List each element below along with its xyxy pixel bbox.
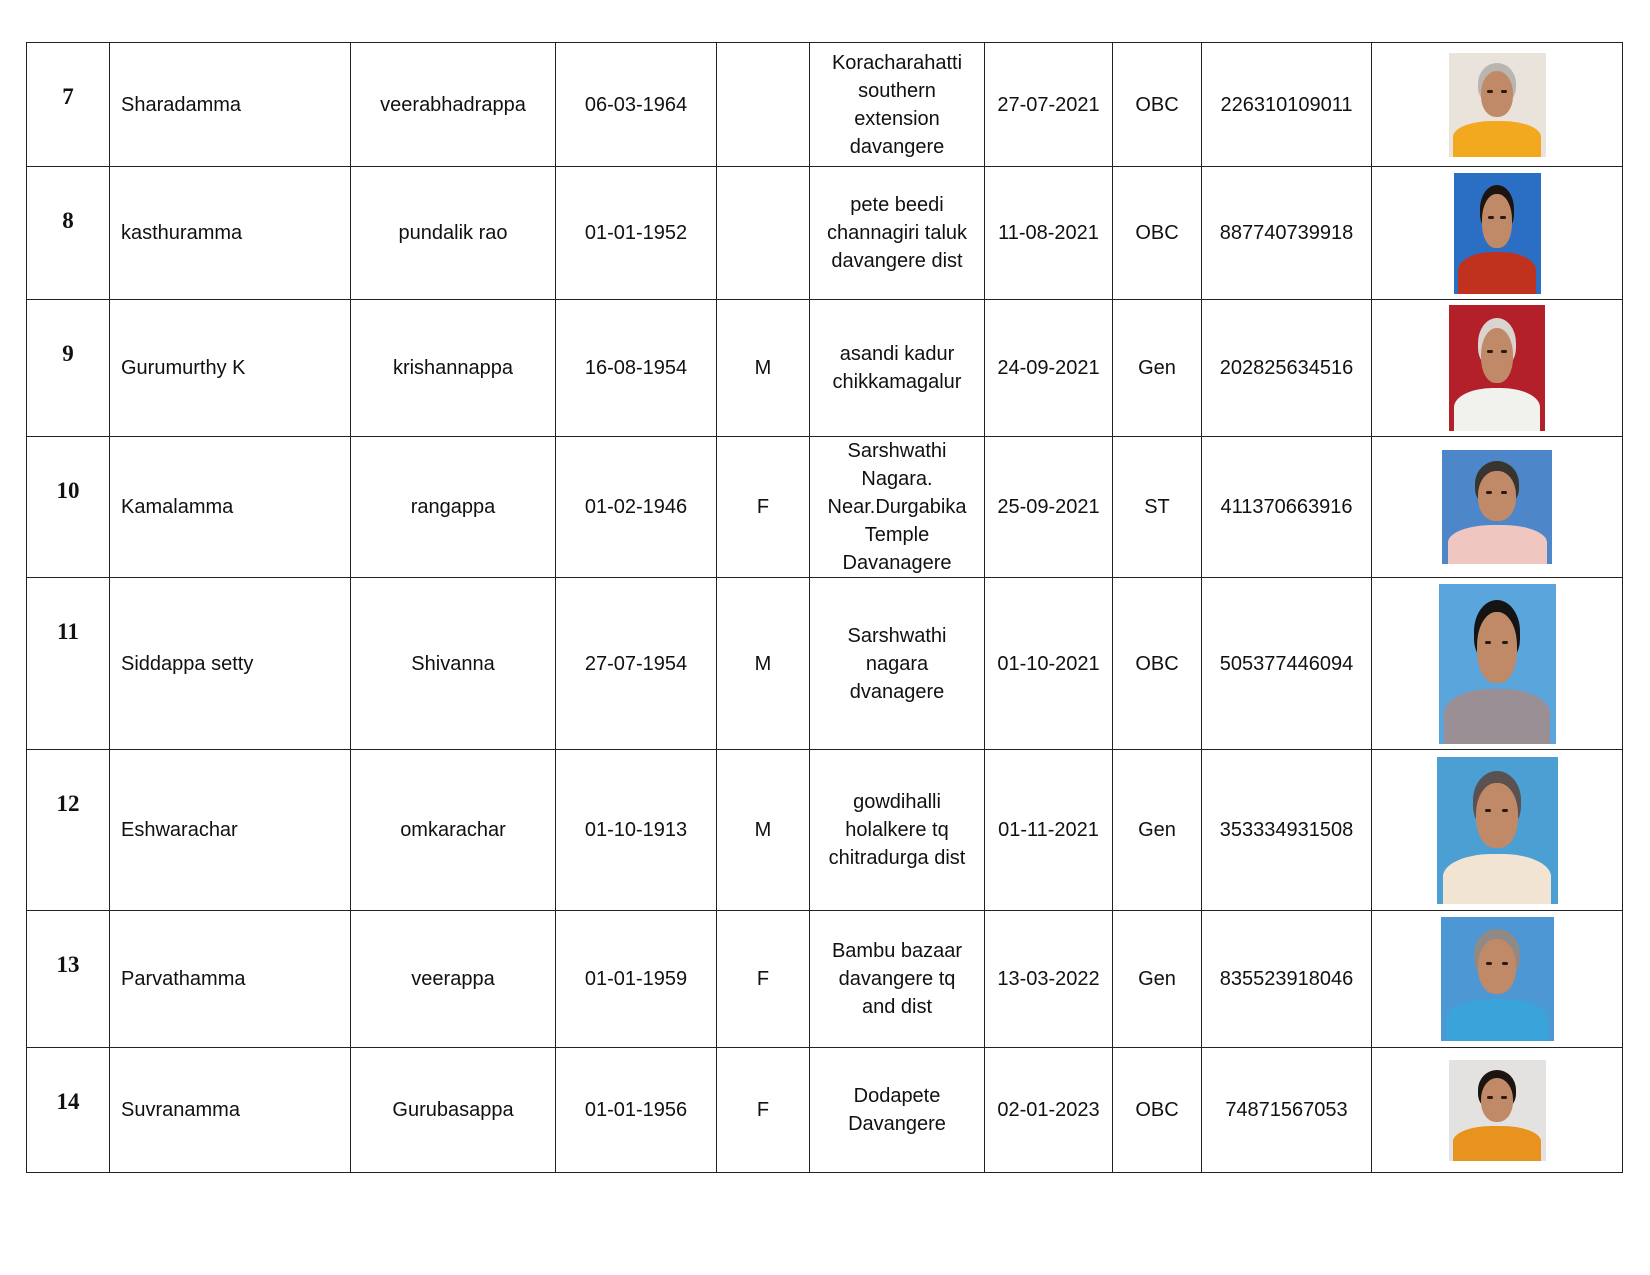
address-line: Bambu bazaar bbox=[831, 940, 963, 962]
gender-cell: F bbox=[717, 911, 810, 1048]
portrait-man-white-shirt bbox=[1449, 305, 1545, 431]
gender-cell: M bbox=[717, 750, 810, 911]
gender-cell bbox=[717, 167, 810, 300]
name-cell: Eshwarachar bbox=[110, 750, 351, 911]
name-cell: Parvathamma bbox=[110, 911, 351, 1048]
address-cell bbox=[810, 437, 985, 578]
id-number-cell: 226310109011 bbox=[1202, 43, 1372, 167]
address-cell bbox=[810, 167, 985, 300]
photo-cell bbox=[1372, 1048, 1623, 1173]
portrait-woman-orange-saree bbox=[1449, 1060, 1546, 1161]
portrait-man-cap bbox=[1437, 757, 1558, 904]
address-line: chikkamagalur bbox=[832, 371, 962, 393]
gender-cell: F bbox=[717, 437, 810, 578]
portrait-woman-pink-saree bbox=[1442, 450, 1552, 564]
address-line: davangere tq bbox=[838, 968, 956, 990]
table-row bbox=[27, 300, 1623, 437]
table-row bbox=[27, 750, 1623, 911]
address-line: chitradurga dist bbox=[828, 847, 966, 869]
address-line: davangere dist bbox=[831, 250, 963, 272]
address-cell bbox=[810, 300, 985, 437]
father-name-cell: Gurubasappa bbox=[351, 1048, 556, 1173]
gender-cell bbox=[717, 43, 810, 167]
date-cell: 24-09-2021 bbox=[985, 300, 1113, 437]
date-of-birth-cell: 27-07-1954 bbox=[556, 578, 717, 750]
photo-cell bbox=[1372, 300, 1623, 437]
gender-cell: M bbox=[717, 578, 810, 750]
row-number: 8 bbox=[27, 167, 110, 300]
address-cell bbox=[810, 911, 985, 1048]
portrait-man-striped-shirt bbox=[1439, 584, 1556, 744]
category-cell: OBC bbox=[1113, 43, 1202, 167]
address-line: Sarshwathi bbox=[847, 624, 947, 647]
father-name-cell: Shivanna bbox=[351, 578, 556, 750]
father-name-cell: veerappa bbox=[351, 911, 556, 1048]
row-number: 14 bbox=[27, 1048, 110, 1173]
id-number-cell: 353334931508 bbox=[1202, 750, 1372, 911]
id-number-cell: 202825634516 bbox=[1202, 300, 1372, 437]
address-line: extension bbox=[854, 107, 940, 130]
photo-cell bbox=[1372, 750, 1623, 911]
date-cell: 13-03-2022 bbox=[985, 911, 1113, 1048]
name-cell: Gurumurthy K bbox=[110, 300, 351, 437]
date-cell: 11-08-2021 bbox=[985, 167, 1113, 300]
address-line: davangere bbox=[849, 135, 945, 158]
address-line: nagara bbox=[865, 652, 929, 675]
portrait-woman-red-saree bbox=[1454, 173, 1541, 294]
category-cell: ST bbox=[1113, 437, 1202, 578]
date-of-birth-cell: 01-01-1956 bbox=[556, 1048, 717, 1173]
gender-cell: F bbox=[717, 1048, 810, 1173]
table-row bbox=[27, 578, 1623, 750]
row-number: 9 bbox=[27, 300, 110, 437]
address-cell bbox=[810, 43, 985, 167]
id-number-cell: 74871567053 bbox=[1202, 1048, 1372, 1173]
address-line: pete beedi bbox=[850, 194, 944, 216]
table-row bbox=[27, 167, 1623, 300]
address-line: Near.Durgabika bbox=[827, 496, 967, 518]
row-number: 13 bbox=[27, 911, 110, 1048]
photo-cell bbox=[1372, 167, 1623, 300]
photo-cell bbox=[1372, 578, 1623, 750]
id-number-cell: 505377446094 bbox=[1202, 578, 1372, 750]
date-cell: 01-11-2021 bbox=[985, 750, 1113, 911]
address-line: dvanagere bbox=[849, 680, 945, 703]
address-line: Dodapete bbox=[853, 1085, 941, 1107]
address-line: Sarshwathi bbox=[847, 440, 947, 462]
name-cell: Suvranamma bbox=[110, 1048, 351, 1173]
address-line: Davangere bbox=[848, 1113, 946, 1135]
address-line: southern bbox=[858, 79, 936, 102]
date-of-birth-cell: 01-01-1959 bbox=[556, 911, 717, 1048]
category-cell: OBC bbox=[1113, 1048, 1202, 1173]
table-row bbox=[27, 437, 1623, 578]
address-line: Nagara. bbox=[861, 468, 933, 490]
photo-cell bbox=[1372, 911, 1623, 1048]
date-cell: 27-07-2021 bbox=[985, 43, 1113, 167]
father-name-cell: krishannappa bbox=[351, 300, 556, 437]
date-of-birth-cell: 01-01-1952 bbox=[556, 167, 717, 300]
records-table bbox=[26, 42, 1623, 1173]
address-line: channagiri taluk bbox=[826, 222, 968, 244]
father-name-cell: omkarachar bbox=[351, 750, 556, 911]
photo-cell bbox=[1372, 43, 1623, 167]
address-line: gowdihalli bbox=[853, 791, 941, 813]
father-name-cell: pundalik rao bbox=[351, 167, 556, 300]
table-row bbox=[27, 43, 1623, 167]
name-cell: kasthuramma bbox=[110, 167, 351, 300]
category-cell: Gen bbox=[1113, 911, 1202, 1048]
category-cell: Gen bbox=[1113, 300, 1202, 437]
portrait-woman-yellow-saree bbox=[1449, 53, 1546, 157]
row-number: 12 bbox=[27, 750, 110, 911]
row-number: 7 bbox=[27, 43, 110, 167]
date-of-birth-cell: 01-02-1946 bbox=[556, 437, 717, 578]
address-cell bbox=[810, 578, 985, 750]
table-body bbox=[27, 43, 1623, 1173]
date-of-birth-cell: 16-08-1954 bbox=[556, 300, 717, 437]
id-number-cell: 411370663916 bbox=[1202, 437, 1372, 578]
id-number-cell: 835523918046 bbox=[1202, 911, 1372, 1048]
address-cell bbox=[810, 750, 985, 911]
date-cell: 01-10-2021 bbox=[985, 578, 1113, 750]
row-number: 11 bbox=[27, 578, 110, 750]
photo-cell bbox=[1372, 437, 1623, 578]
date-of-birth-cell: 06-03-1964 bbox=[556, 43, 717, 167]
category-cell: OBC bbox=[1113, 167, 1202, 300]
name-cell: Kamalamma bbox=[110, 437, 351, 578]
category-cell: Gen bbox=[1113, 750, 1202, 911]
category-cell: OBC bbox=[1113, 578, 1202, 750]
date-cell: 25-09-2021 bbox=[985, 437, 1113, 578]
row-number: 10 bbox=[27, 437, 110, 578]
portrait-woman-blue-saree bbox=[1441, 917, 1554, 1041]
date-cell: 02-01-2023 bbox=[985, 1048, 1113, 1173]
address-line: and dist bbox=[861, 996, 933, 1018]
name-cell: Siddappa setty bbox=[110, 578, 351, 750]
table-row bbox=[27, 911, 1623, 1048]
address-line: Koracharahatti bbox=[831, 51, 963, 74]
address-line: Davanagere bbox=[842, 552, 952, 574]
address-line: Temple bbox=[864, 524, 930, 546]
date-of-birth-cell: 01-10-1913 bbox=[556, 750, 717, 911]
address-line: asandi kadur bbox=[839, 343, 955, 365]
gender-cell: M bbox=[717, 300, 810, 437]
id-number-cell: 887740739918 bbox=[1202, 167, 1372, 300]
father-name-cell: veerabhadrappa bbox=[351, 43, 556, 167]
address-cell bbox=[810, 1048, 985, 1173]
table-row bbox=[27, 1048, 1623, 1173]
name-cell: Sharadamma bbox=[110, 43, 351, 167]
father-name-cell: rangappa bbox=[351, 437, 556, 578]
address-line: holalkere tq bbox=[845, 819, 949, 841]
